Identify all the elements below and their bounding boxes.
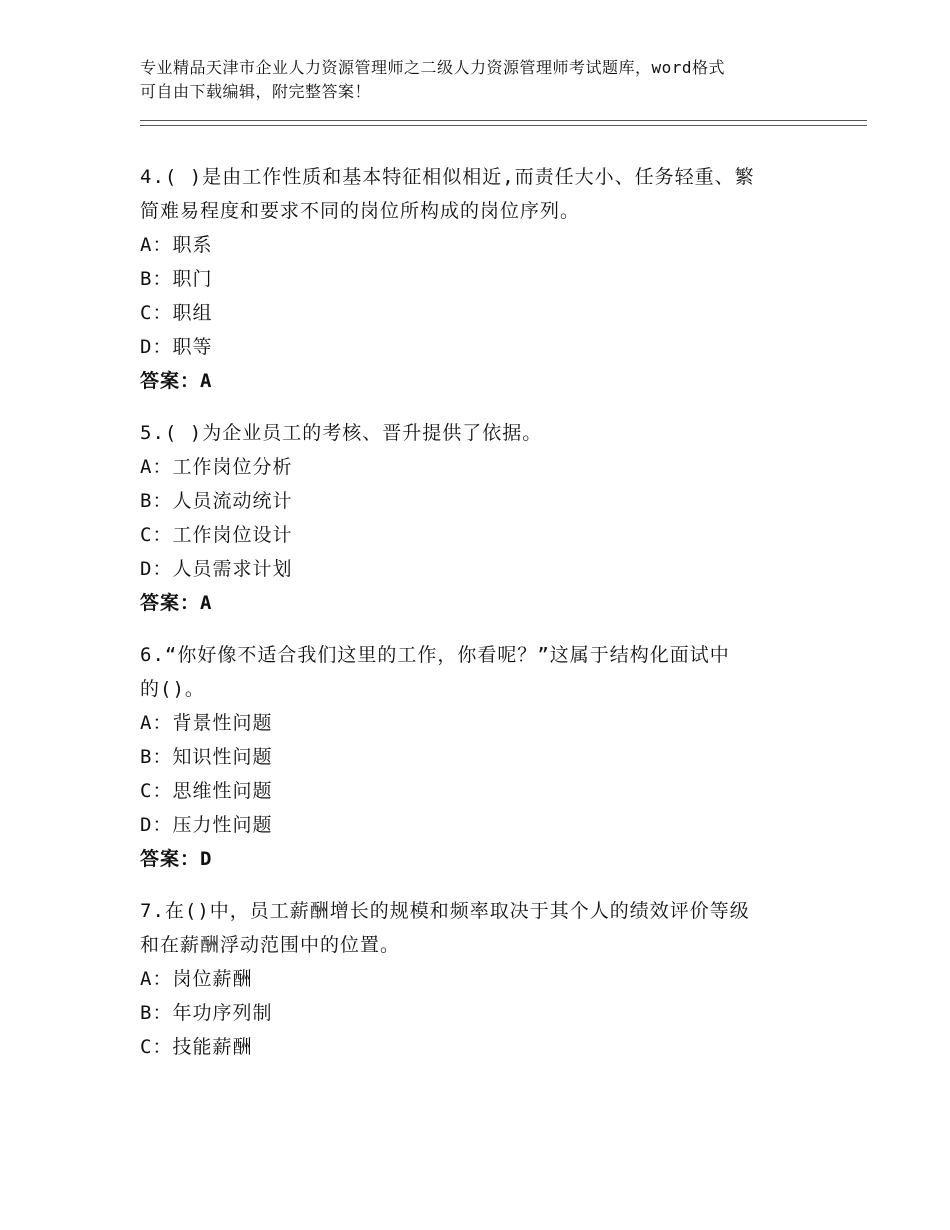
option-a: A：背景性问题 <box>140 712 273 734</box>
question-6 <box>140 638 820 876</box>
question-4 <box>140 160 820 398</box>
header-divider <box>140 120 867 126</box>
question-5 <box>140 416 820 620</box>
question-stem-continued: 和在薪酬浮动范围中的位置。 <box>140 934 401 956</box>
question-stem-continued: 的()。 <box>140 678 205 700</box>
question-7 <box>140 894 820 1064</box>
option-c: C：技能薪酬 <box>140 1036 253 1058</box>
option-c: C：工作岗位设计 <box>140 524 293 546</box>
question-stem: 6.“你好像不适合我们这里的工作，你看呢？”这属于结构化面试中 <box>140 644 730 666</box>
option-b: B：职门 <box>140 268 213 290</box>
header-line-2: 可自由下载编辑，附完整答案！ <box>140 82 372 101</box>
option-c: C：思维性问题 <box>140 780 273 802</box>
option-d: D：压力性问题 <box>140 814 273 836</box>
question-stem: 5.( )为企业员工的考核、晋升提供了依据。 <box>140 422 543 444</box>
option-a: A：岗位薪酬 <box>140 968 253 990</box>
option-a: A：工作岗位分析 <box>140 456 293 478</box>
option-b: B：人员流动统计 <box>140 490 293 512</box>
question-stem-continued: 简难易程度和要求不同的岗位所构成的岗位序列。 <box>140 200 581 222</box>
option-b: B：知识性问题 <box>140 746 273 768</box>
header-line-1: 专业精品天津市企业人力资源管理师之二级人力资源管理师考试题库，word格式 <box>140 58 726 77</box>
question-stem: 4.( )是由工作性质和基本特征相似相近,而责任大小、任务轻重、繁 <box>140 166 755 188</box>
answer-label: 答案：D <box>140 848 213 870</box>
document-header <box>140 56 820 104</box>
answer-label: 答案：A <box>140 592 213 614</box>
option-a: A：职系 <box>140 234 213 256</box>
option-d: D：人员需求计划 <box>140 558 293 580</box>
question-stem: 7.在()中，员工薪酬增长的规模和频率取决于其个人的绩效评价等级 <box>140 900 750 922</box>
option-b: B：年功序列制 <box>140 1002 273 1024</box>
question-list <box>140 160 820 1082</box>
option-d: D：职等 <box>140 336 213 358</box>
option-c: C：职组 <box>140 302 213 324</box>
answer-label: 答案：A <box>140 370 213 392</box>
